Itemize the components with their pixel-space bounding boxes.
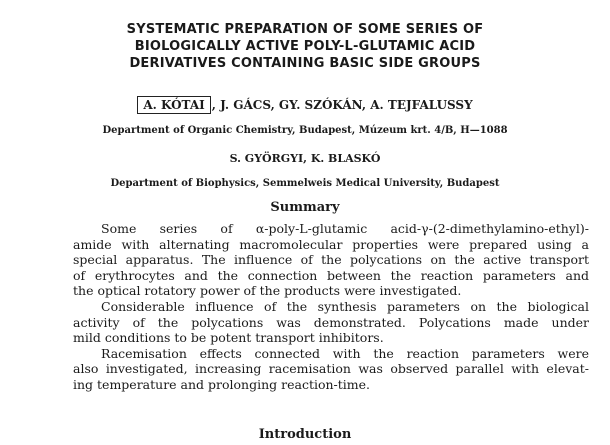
summary-line: mild conditions to be potent transport inhibitors.	[73, 330, 384, 346]
affiliation-2: Department of Biophysics, Semmelweis Medical University, Budapest	[110, 178, 500, 189]
highlighted-author: A. KÓTAI	[137, 96, 210, 114]
author-list-2: S. GYÖRGYI, K. BLASKÓ	[229, 152, 381, 165]
summary-line: also investigated, increasing racemisation was observed parallel with elevat-	[73, 361, 589, 377]
title-line-3: DERIVATIVES CONTAINING BASIC SIDE GROUPS	[129, 56, 481, 71]
summary-line: activity of the polycations was demonstrated. Polycations made under	[73, 314, 589, 330]
summary-line: ing temperature and prolonging reaction-time.	[73, 376, 371, 392]
summary-line: the optical rotatory power of the products were investigated.	[73, 283, 462, 299]
title-line-1: SYSTEMATIC PREPARATION OF SOME SERIES OF	[126, 22, 484, 37]
summary-line: amide with alternating macromolecular properties were prepared using a	[73, 236, 589, 252]
summary-line: special apparatus. The influence of the polycations on the active transport	[73, 252, 589, 268]
summary-body	[73, 221, 589, 393]
summary-heading: Summary	[270, 200, 340, 215]
summary-line: Some series of α-poly-L-glutamic acid-γ-(2-dimethylamino-ethyl)-	[101, 221, 589, 236]
title-line-2: BIOLOGICALLY ACTIVE POLY-L-GLUTAMIC ACID	[134, 39, 476, 54]
author-list-1	[0, 96, 610, 114]
paper-title	[60, 21, 550, 72]
introduction-heading: Introduction	[258, 427, 352, 442]
summary-line: Racemisation effects connected with the reaction parameters were	[101, 345, 589, 361]
summary-line: of erythrocytes and the connection between the reaction parameters and	[73, 267, 589, 283]
affiliation-1: Department of Organic Chemistry, Budapest, Múzeum krt. 4/B, H—1088	[102, 125, 508, 136]
summary-line: Considerable influence of the synthesis parameters on the biological	[101, 298, 589, 314]
other-authors-1: , J. GÁCS, GY. SZÓKÁN, A. TEJFALUSSY	[211, 98, 473, 112]
